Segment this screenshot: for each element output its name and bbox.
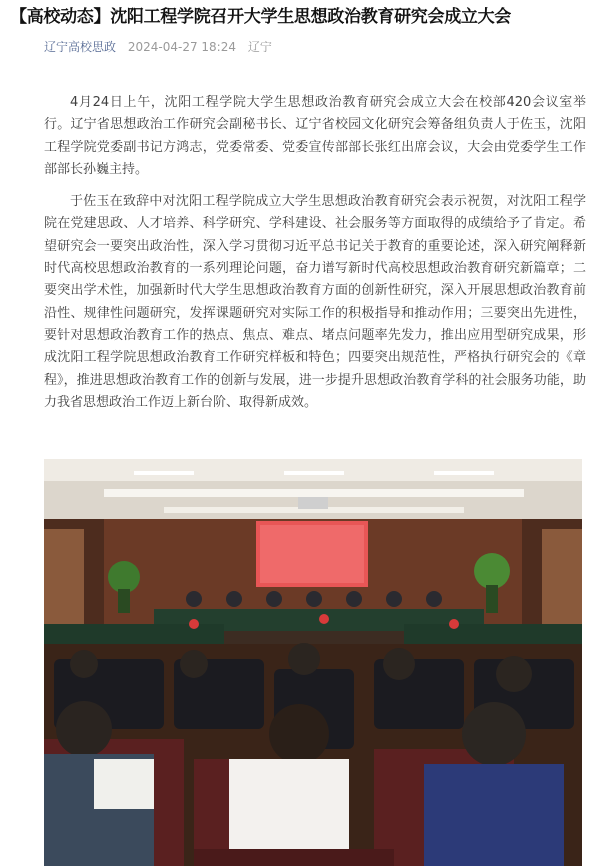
meeting-room-image — [44, 459, 582, 866]
paragraph: 4月24日上午，沈阳工程学院大学生思想政治教育研究会成立大会在校部420会议室举行。辽宁省思想政治工作研究会副秘书长、辽宁省校园文化研究会筹备组负责人于佐玉，沈阳工程学院党委副书记方鸿志，党委常委、党委宣传部部长张红出席会议，大会由党委学生工作部部长孙巍主持。 — [44, 95, 586, 177]
paragraph: 于佐玉在致辞中对沈阳工程学院成立大学生思想政治教育研究会表示祝贺，对沈阳工程学院在党建思政、人才培养、科学研究、学科建设、社会服务等方面取得的成绩给予了肯定。希望研究会一要突出政治性，深入学习贯彻习近平总书记关于教育的重要论述，深入研究阐释新时代高校思想政治教育的一系列理论问题，奋力谱写新时代高校思想政治教育研究新篇章；二要突出学术性，加强新时代大学生思想政治教育方面的创新性研究，深入开展思想政治教育前沿性、规律性问题研究，发挥课题研究对实际工作的积极指导和推动作用；三要突出先进性，要针对思想政治教育工作的热点、焦点、难点、堵点问题率先发力，推出应用型研究成果，形成沈阳工程学院思想政治教育工作研究样板和特色；四要突出规范性，严格执行研究会的《章程》，推进思想政治教育工作的创新与发展，进一步提升思想政治教育学科的社会服务功能，助力我省思想政治工作迈上新台阶、取得新成效。 — [44, 194, 586, 410]
article-title: 【高校动态】沈阳工程学院召开大学生思想政治教育研究会成立大会 — [10, 7, 511, 27]
publish-date: 2024-04-27 18:24 — [127, 40, 236, 54]
meeting-photo — [44, 459, 582, 866]
publish-location: 辽宁 — [247, 40, 272, 54]
account-name-link[interactable]: 辽宁高校思政 — [44, 40, 117, 54]
article-body — [44, 92, 586, 424]
article-meta — [44, 38, 272, 55]
